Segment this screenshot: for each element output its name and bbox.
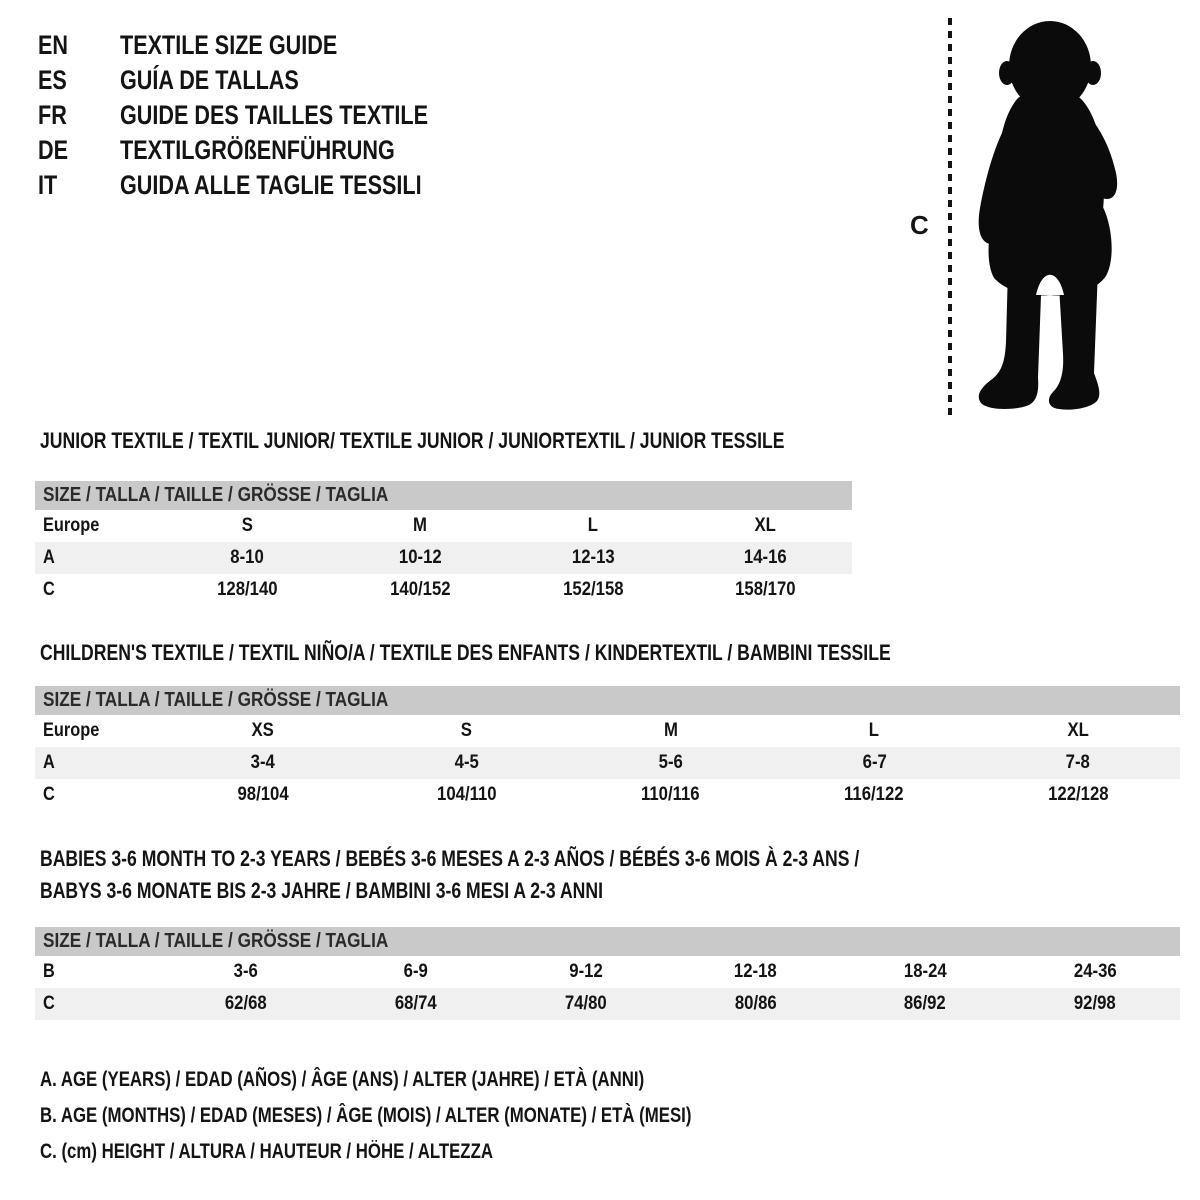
table-cell: 8-10 — [230, 547, 265, 568]
language-guide-title: GUÍA DE TALLAS — [120, 65, 299, 95]
row-label: C — [43, 579, 55, 600]
table-cell: 24-36 — [1073, 961, 1117, 982]
size-header-label: SIZE / TALLA / TAILLE / GRÖSSE / TAGLIA — [43, 484, 389, 506]
table-cell: 12-13 — [571, 547, 615, 568]
table-cell: 7-8 — [1065, 752, 1091, 773]
table-cell: 4-5 — [454, 752, 479, 773]
table-cell: 68/74 — [394, 993, 437, 1014]
babies-section-title-line1: BABIES 3-6 MONTH TO 2-3 YEARS / BEBÉS 3-6 MESES A 2-3 AÑOS / BÉBÉS 3-6 MOIS À 2-3 ANS / — [40, 846, 860, 871]
table-row — [35, 747, 1180, 779]
row-label: A — [43, 752, 55, 773]
table-cell: M — [413, 515, 428, 536]
size-header-band — [35, 927, 1180, 956]
table-cell: 110/116 — [641, 784, 700, 805]
language-guide-title: TEXTILE SIZE GUIDE — [120, 30, 338, 60]
size-header-band — [35, 481, 852, 510]
table-cell: 6-7 — [862, 752, 887, 773]
height-measure-label: C — [910, 210, 929, 240]
table-row — [35, 715, 1180, 747]
row-label: C — [43, 784, 55, 805]
size-header-label: SIZE / TALLA / TAILLE / GRÖSSE / TAGLIA — [43, 930, 389, 952]
table-cell: 3-6 — [233, 961, 258, 982]
table-cell: 158/170 — [735, 579, 796, 600]
height-measure-dashed-line — [948, 18, 952, 416]
table-row — [35, 779, 1180, 811]
table-cell: 9-12 — [568, 961, 603, 982]
row-label: Europe — [43, 515, 100, 536]
junior-size-table — [35, 481, 852, 606]
table-row — [35, 988, 1180, 1020]
table-cell: 122/128 — [1047, 784, 1109, 805]
table-cell: 86/92 — [904, 993, 947, 1014]
table-row — [35, 956, 1180, 988]
table-cell: M — [663, 720, 678, 741]
table-cell: 10-12 — [398, 547, 442, 568]
table-row — [35, 542, 852, 574]
table-cell: 104/110 — [436, 784, 497, 805]
row-label: A — [43, 547, 55, 568]
row-label: C — [43, 993, 55, 1014]
table-cell: XS — [251, 720, 275, 741]
language-code: ES — [38, 65, 67, 95]
legend-height-cm: C. (cm) HEIGHT / ALTURA / HAUTEUR / HÖHE / ALTEZZA — [40, 1140, 493, 1163]
table-cell: XL — [754, 515, 777, 536]
row-label: B — [43, 961, 55, 982]
babies-section-title-line2: BABYS 3-6 MONATE BIS 2-3 JAHRE / BAMBINI 3-6 MESI A 2-3 ANNI — [40, 878, 603, 903]
table-row — [35, 510, 852, 542]
junior-section-title: JUNIOR TEXTILE / TEXTIL JUNIOR/ TEXTILE JUNIOR / JUNIORTEXTIL / JUNIOR TESSILE — [40, 428, 785, 453]
table-cell: 5-6 — [658, 752, 683, 773]
babies-size-table — [35, 927, 1180, 1020]
language-guide-title: GUIDE DES TAILLES TEXTILE — [120, 100, 429, 130]
language-code: FR — [38, 100, 67, 130]
table-cell: 62/68 — [224, 993, 267, 1014]
legend-age-years: A. AGE (YEARS) / EDAD (AÑOS) / ÂGE (ANS) / ALTER (JAHRE) / ETÀ (ANNI) — [40, 1068, 645, 1091]
table-cell: 116/122 — [844, 784, 905, 805]
language-guide-title: TEXTILGRÖßENFÜHRUNG — [120, 135, 395, 165]
table-cell: 18-24 — [903, 961, 947, 982]
language-code: DE — [38, 135, 69, 165]
toddler-silhouette-image — [958, 12, 1143, 417]
size-header-label: SIZE / TALLA / TAILLE / GRÖSSE / TAGLIA — [43, 689, 389, 711]
table-cell: 12-18 — [734, 961, 777, 982]
table-cell: 140/152 — [389, 579, 451, 600]
table-cell: 14-16 — [744, 547, 788, 568]
size-header-band — [35, 686, 1180, 715]
legend-age-months: B. AGE (MONTHS) / EDAD (MESES) / ÂGE (MOIS) / ALTER (MONATE) / ETÀ (MESI) — [40, 1104, 692, 1127]
table-cell: 92/98 — [1074, 993, 1116, 1014]
children-size-table — [35, 686, 1180, 811]
table-cell: L — [869, 720, 880, 741]
language-code: EN — [38, 30, 69, 60]
language-guide-title: GUIDA ALLE TAGLIE TESSILI — [120, 170, 422, 200]
table-cell: L — [587, 515, 598, 536]
table-cell: XL — [1067, 720, 1089, 741]
table-cell: 80/86 — [734, 993, 777, 1014]
table-cell: 3-4 — [250, 752, 275, 773]
table-cell: 6-9 — [403, 961, 428, 982]
table-cell: S — [461, 720, 473, 741]
language-code: IT — [38, 170, 58, 200]
row-label: Europe — [43, 720, 100, 741]
table-cell: 128/140 — [217, 579, 278, 600]
table-cell: 74/80 — [564, 993, 607, 1014]
table-cell: 98/104 — [237, 784, 289, 805]
table-cell: S — [241, 515, 253, 536]
table-cell: 152/158 — [562, 579, 624, 600]
children-section-title: CHILDREN'S TEXTILE / TEXTIL NIÑO/A / TEXTILE DES ENFANTS / KINDERTEXTIL / BAMBINI TESSILE — [40, 640, 891, 665]
table-row — [35, 574, 852, 606]
